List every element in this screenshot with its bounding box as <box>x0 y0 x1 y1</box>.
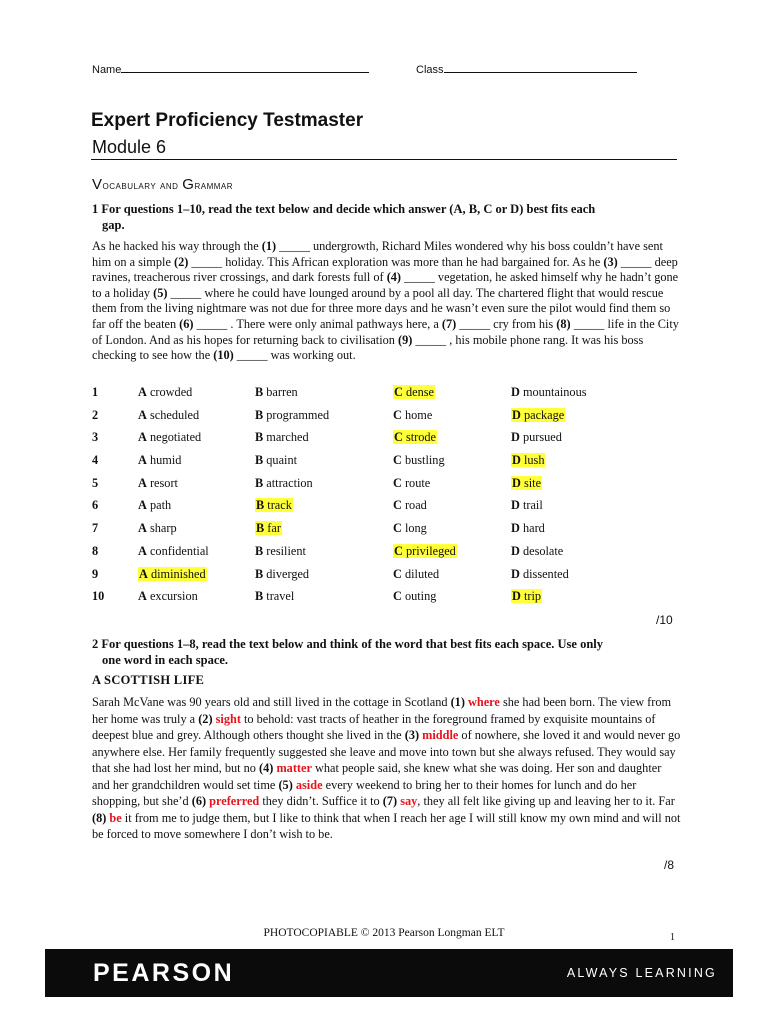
q1-passage-gap-number: (3) <box>603 254 618 269</box>
copyright-notice: PHOTOCOPIABLE © 2013 Pearson Longman ELT <box>263 927 505 939</box>
q1-passage-text: _____ was working out. <box>233 348 356 363</box>
page-number: 1 <box>670 932 675 943</box>
q2-passage-text: they didn’t. Suffice it to <box>259 794 383 808</box>
q1-passage-text: _____ , his mobile phone rang. It was his boss checking to see how the <box>92 332 644 363</box>
q1-passage-gap-number: (6) <box>179 316 194 331</box>
answer-row-number: 9 <box>92 566 99 581</box>
q2-passage-gap-number: (1) <box>450 695 465 709</box>
pearson-logo: PEARSON <box>93 959 235 987</box>
q1-passage-text: _____ . There were only animal pathways here, a <box>193 316 442 331</box>
q1-passage-gap-number: (8) <box>556 316 571 331</box>
section-initial-v: V <box>92 176 103 193</box>
q2-passage-gap-number: (3) <box>404 728 420 742</box>
q2-passage-gap-number: (5) <box>278 777 293 792</box>
answer-row-number: 4 <box>92 453 99 468</box>
q2-passage-answer-word: aside <box>295 777 323 792</box>
option-b[interactable]: B quaint <box>255 453 298 468</box>
option-d[interactable]: D desolate <box>511 543 564 558</box>
q1-passage-text: _____ cry from his <box>456 316 557 331</box>
heading-divider <box>91 159 677 160</box>
q2-passage-answer-word: sight <box>215 711 241 726</box>
option-c[interactable]: C diluted <box>393 566 440 581</box>
q2-passage-text: , they all felt like giving up and leaving her to it. Far <box>417 794 675 808</box>
q1-score: /10 <box>656 613 673 627</box>
footer-tagline: ALWAYS LEARNING <box>566 966 717 980</box>
option-b[interactable]: B travel <box>255 589 295 604</box>
q2-instruction-line1: 2 For questions 1–8, read the text below and think of the word that best fits each space. Use only <box>92 637 603 651</box>
q1-instruction <box>92 201 678 233</box>
q2-passage-text: to behold: vast tracts of heather in the foreground framed by exquisite mountains of deepest blue and grey. Although others thought she lived in the <box>92 711 656 742</box>
option-b[interactable]: B resilient <box>255 543 306 558</box>
q1-passage-gap-number: (7) <box>441 316 457 331</box>
q2-passage-gap-number: (8) <box>92 810 107 825</box>
answer-row-number: 6 <box>92 498 99 513</box>
class-label: Class <box>416 64 444 76</box>
q2-passage-text: of nowhere, she loved it and would never go anywhere else. Her family frequently suggested she leave and move into town but she always refused. They would say that she had lost her mind, but no <box>92 728 681 775</box>
class-blank[interactable] <box>444 62 637 73</box>
option-b[interactable]: B programmed <box>255 407 330 422</box>
footer-banner <box>45 949 733 997</box>
section-text-grammar: rammar <box>194 178 234 192</box>
option-b[interactable]: B marched <box>255 430 309 445</box>
option-d[interactable]: D mountainous <box>511 385 587 399</box>
q2-passage-text: it from me to judge them, but I like to think that when I reach her age I will still know my own mind and will not be forced to move somewhere I don’t wish to be. <box>92 810 681 841</box>
answer-row-number: 1 <box>92 385 99 399</box>
answer-row-number: 3 <box>92 430 99 445</box>
q1-passage-text: _____ holiday. This African exploration was more than he had bargained for. As he <box>188 254 604 269</box>
q2-passage-text: Sarah McVane was 90 years old and still lived in the cottage in Scotland <box>92 695 451 709</box>
option-d[interactable]: D site <box>512 475 542 490</box>
option-c[interactable]: C dense <box>394 385 434 399</box>
name-label: Name <box>92 64 122 76</box>
name-blank[interactable] <box>121 62 369 73</box>
option-d[interactable]: D package <box>512 407 565 422</box>
name-field <box>92 62 369 76</box>
option-b[interactable]: B barren <box>255 385 298 399</box>
answer-row-number: 8 <box>92 543 99 558</box>
option-a[interactable]: A path <box>138 498 172 513</box>
option-a[interactable]: A resort <box>138 475 178 490</box>
option-b[interactable]: B track <box>256 498 292 513</box>
option-a[interactable]: A excursion <box>138 589 198 604</box>
q1-passage <box>92 239 682 364</box>
q1-passage-text: _____ where he could have lounged around by a pool all day. The chartered flight that would rescue them from the living nightmare was not due for three more days and he wasn’t even sure the pilot would find them so far off the beaten <box>92 285 671 331</box>
q2-passage-gap-number: (2) <box>198 711 213 726</box>
q1-passage-text: _____ vegetation, he asked himself why he hadn’t gone to a holiday <box>92 270 679 300</box>
option-c[interactable]: C route <box>393 475 431 490</box>
q1-passage-gap-number: (2) <box>173 254 189 269</box>
option-a[interactable]: A scheduled <box>138 407 200 422</box>
option-d[interactable]: D trail <box>511 498 543 513</box>
q1-passage-gap-number: (4) <box>386 270 402 285</box>
option-d[interactable]: D dissented <box>511 566 569 581</box>
q1-passage-text: _____ undergrowth, Richard Miles wondered why his boss couldn’t have sent him on a simple <box>92 239 663 269</box>
q1-passage-gap-number: (5) <box>153 285 168 300</box>
class-field <box>416 62 637 76</box>
option-c[interactable]: C privileged <box>394 543 456 558</box>
q2-score: /8 <box>664 858 675 872</box>
option-b[interactable]: B far <box>256 521 281 536</box>
q2-passage-text: what people said, she knew what she was doing. Her son and daughter and her grandchildren would set time <box>92 761 662 792</box>
option-a[interactable]: A confidential <box>138 543 209 558</box>
q2-passage-answer-word: matter <box>276 761 312 775</box>
option-d[interactable]: D pursued <box>511 430 562 445</box>
q2-passage-gap-number: (7) <box>382 794 398 808</box>
q1-passage-gap-number: (1) <box>261 239 277 253</box>
option-d[interactable]: D trip <box>512 589 542 604</box>
q1-instruction-line2: gap. <box>102 218 125 232</box>
option-c[interactable]: C bustling <box>393 453 445 468</box>
q2-passage-text: she had been born. The view from her home was truly a <box>92 695 672 726</box>
option-b[interactable]: B attraction <box>255 475 313 490</box>
q2-passage-answer-word: where <box>468 695 500 709</box>
section-text-vocab: ocabulary and <box>102 178 183 192</box>
answer-row-number: 10 <box>92 589 105 604</box>
option-a[interactable]: A humid <box>138 453 182 468</box>
answer-row-number: 5 <box>92 475 99 490</box>
q2-instruction <box>92 636 678 668</box>
q2-passage-gap-number: (4) <box>259 761 274 775</box>
q2-passage-answer-word: preferred <box>209 794 260 808</box>
module-heading: Module 6 <box>92 137 167 157</box>
section-initial-g: G <box>182 176 195 193</box>
answer-row-number: 2 <box>92 407 99 422</box>
q1-passage-text: _____ life in the City of London. And as his hopes for returning back to civilisation <box>92 316 679 347</box>
q2-passage-answer-word: say <box>400 794 418 808</box>
q2-passage-text: every weekend to bring her to their homes for lunch and do her shopping, but she’d <box>92 777 637 808</box>
q2-passage-answer-word: be <box>109 810 122 825</box>
option-c[interactable]: C road <box>393 498 427 513</box>
q1-passage-text: As he hacked his way through the <box>92 239 262 253</box>
q2-passage-answer-word: middle <box>422 728 459 742</box>
q1-passage-gap-number: (10) <box>213 348 234 363</box>
option-a[interactable]: A negotiated <box>138 430 202 445</box>
q1-instruction-line1: 1 For questions 1–10, read the text below and decide which answer (A, B, C or D) best fits each <box>92 202 596 216</box>
option-c[interactable]: C strode <box>394 430 437 445</box>
option-a[interactable]: A sharp <box>138 521 177 536</box>
q2-passage-gap-number: (6) <box>191 794 207 808</box>
option-d[interactable]: D lush <box>512 453 545 468</box>
q2-passage-title: A SCOTTISH LIFE <box>92 673 205 687</box>
option-b[interactable]: B diverged <box>255 566 310 581</box>
q1-passage-gap-number: (9) <box>398 332 413 347</box>
option-c[interactable]: C home <box>393 407 433 422</box>
page-title: Expert Proficiency Testmaster <box>91 110 364 131</box>
option-a[interactable]: A diminished <box>139 566 206 581</box>
section-heading <box>92 176 233 193</box>
q2-instruction-line2: one word in each space. <box>102 653 229 667</box>
q1-passage-text: _____ deep ravines, treacherous river crossings, and dark forests full of <box>92 254 678 285</box>
q2-passage <box>92 694 682 843</box>
answer-row-number: 7 <box>92 521 99 536</box>
option-c[interactable]: C outing <box>393 589 437 604</box>
option-c[interactable]: C long <box>393 521 427 536</box>
option-a[interactable]: A crowded <box>138 385 193 399</box>
option-d[interactable]: D hard <box>511 521 545 536</box>
